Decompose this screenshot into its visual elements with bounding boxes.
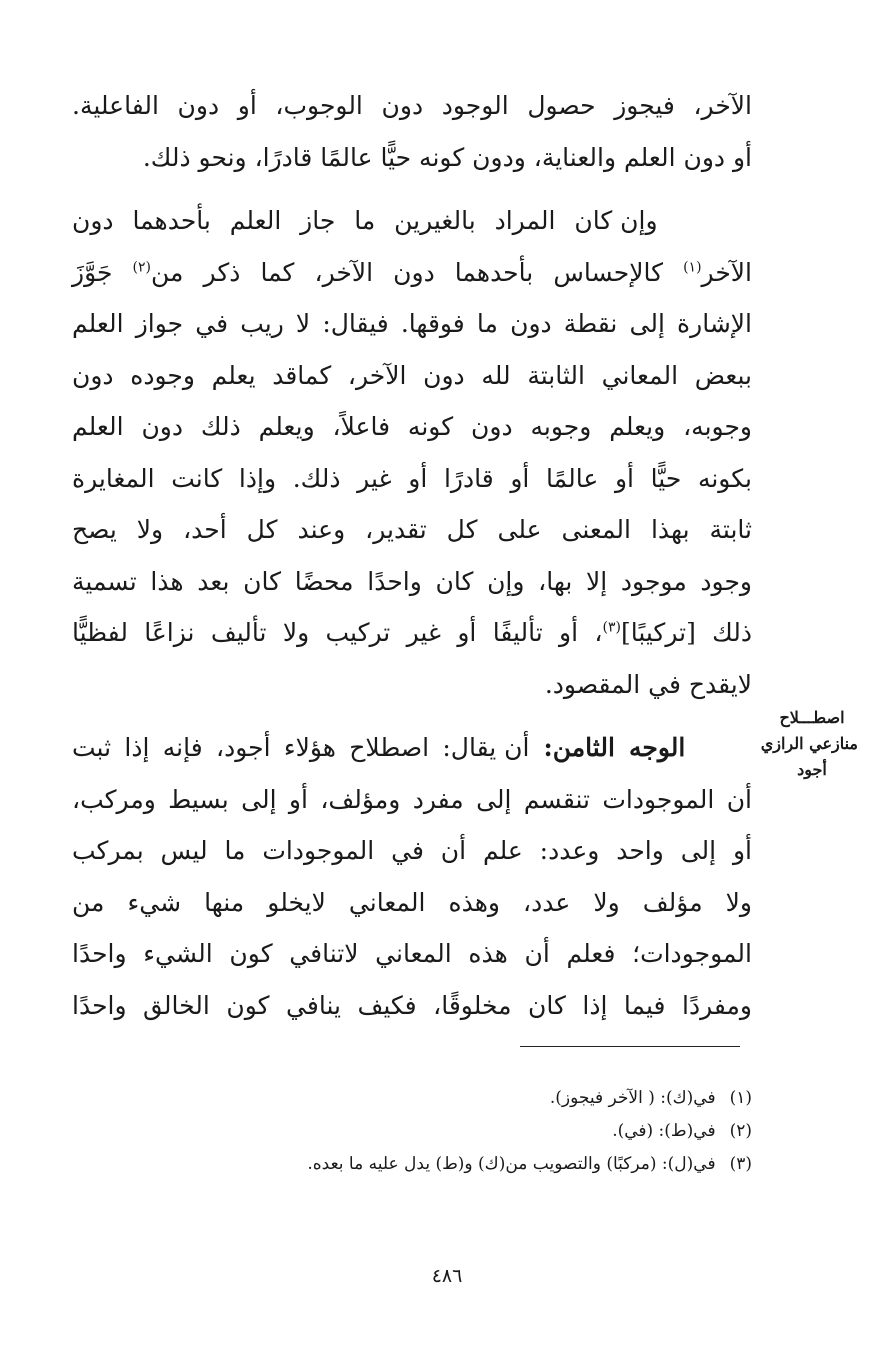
page-number: ٤٨٦	[431, 1265, 463, 1287]
footnotes	[200, 1082, 752, 1181]
text-line	[72, 722, 752, 774]
footnote-separator	[520, 1046, 740, 1047]
text-run: كالإحساس بأحدهما دون الآخر، كما ذكر من	[151, 257, 684, 287]
text-line: وجود موجود إلا بها، وإن كان واحدًا محضًا كان بعد هذا تسمية	[72, 566, 752, 596]
margin-note-line: أجود	[797, 760, 827, 779]
text-line: ثابتة بهذا المعنى على كل تقدير، وعند كل أحد، ولا يصح	[72, 515, 752, 544]
paragraph-3	[72, 722, 752, 1031]
footnote-marker-2[interactable]: (٢)	[132, 259, 152, 276]
footnote-1	[200, 1082, 752, 1115]
text-line: بكونه حيًّا أو عالمًا أو قادرًا أو غير ذلك. وإذا كانت المغايرة	[72, 463, 752, 493]
margin-note	[760, 705, 858, 783]
text-line: وجوبه، ويعلم وجوبه دون كونه فاعلاً، ويعلم ذلك دون العلم	[72, 412, 752, 441]
text-line: ولا مؤلف ولا عدد، وهذه المعاني لايخلو منها شيء من	[72, 887, 752, 917]
paragraph-1	[72, 80, 752, 183]
footnote-2	[200, 1115, 752, 1148]
text-run: وإن كان المراد بالغيرين ما جاز العلم بأحدهما دون	[72, 206, 658, 235]
footnote-number: (٢)	[729, 1121, 752, 1141]
indent	[685, 733, 752, 762]
text-line: أو دون العلم والعناية، ودون كونه حيًّا عالمًا قادرًا، ونحو ذلك.	[142, 142, 752, 172]
text-line: الموجودات؛ فعلم أن هذه المعاني لاتنافي كون الشيء واحدًا	[72, 939, 752, 968]
text-line: الآخر، فيجوز حصول الوجود دون الوجوب، أو دون الفاعلية.	[72, 91, 752, 120]
text-line	[72, 195, 752, 247]
footnote-marker-1[interactable]: (١)	[683, 259, 702, 276]
footnote-text: في(ط): (في).	[612, 1121, 716, 1141]
text-line: ببعض المعاني الثابتة لله دون الآخر، كماقد يعلم وجوده دون	[72, 360, 752, 390]
text-line: أو إلى واحد وعدد: علم أن في الموجودات ما ليس بمركب	[72, 836, 752, 865]
section-heading: الوجه الثامن:	[529, 733, 686, 762]
margin-note-line: منازعي الرازي	[760, 734, 858, 753]
text-line: أن الموجودات تنقسم إلى مفرد ومؤلف، أو إلى بسيط ومركب،	[72, 784, 752, 814]
indent	[658, 206, 752, 235]
margin-note-line: اصطـــلاح	[779, 708, 845, 727]
text-line: ومفردًا فيما إذا كان مخلوقًا، فكيف ينافي كون الخالق واحدًا	[72, 990, 752, 1020]
main-text	[72, 80, 752, 1043]
text-run: جَوَّزَ	[72, 257, 133, 287]
text-line	[72, 607, 752, 659]
footnote-text: في(ك): ( الآخر فيجوز).	[549, 1088, 716, 1108]
text-line: الإشارة إلى نقطة دون ما فوقها. فيقال: لا ريب في جواز العلم	[72, 309, 752, 338]
text-run: ، أو تأليفًا أو غير تركيب ولا تأليف نزاعًا لفظيًّا	[72, 618, 603, 647]
footnote-3	[200, 1148, 752, 1181]
paragraph-2	[72, 195, 752, 710]
footnote-text: في(ل): (مركبًا) والتصويب من(ك) و(ط) يدل عليه ما بعده.	[307, 1154, 716, 1174]
footnote-number: (١)	[729, 1088, 752, 1108]
text-run: ذلك [تركيبًا]	[620, 618, 752, 647]
footnote-marker-3[interactable]: (٣)	[602, 619, 621, 636]
text-run: الآخر	[701, 257, 752, 287]
footnote-number: (٣)	[729, 1154, 752, 1174]
text-line	[72, 247, 752, 299]
text-run: أن يقال: اصطلاح هؤلاء أجود، فإنه إذا ثبت	[72, 733, 530, 762]
text-line: لايقدح في المقصود.	[544, 669, 752, 699]
